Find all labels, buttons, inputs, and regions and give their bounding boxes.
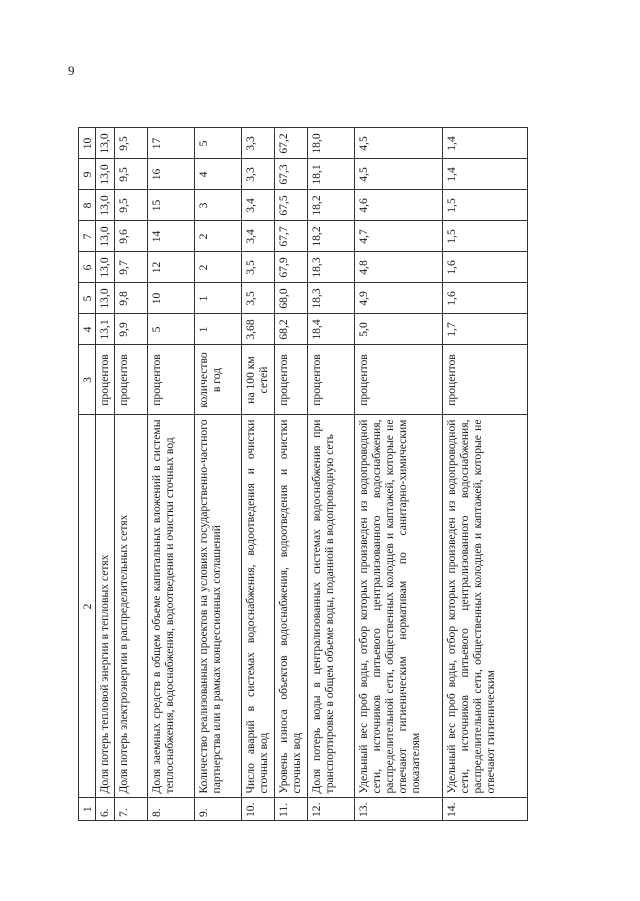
value-cell: 2	[195, 221, 242, 252]
value-cell: 9,5	[115, 128, 148, 159]
row-number: 14.	[443, 798, 528, 821]
column-header: 4	[79, 314, 96, 345]
table-row	[195, 128, 242, 821]
value-cell: 67,7	[275, 221, 308, 252]
indicator-name: Удельный вес проб воды, отбор которых произведен из водопроводной сети, источников питьевого централизованного водоснабжения, распределительной сети, общественных колодцев и каптажей, которые не отвечают гигиеническим	[443, 415, 528, 798]
row-number: 10.	[242, 798, 275, 821]
value-cell: 9,8	[115, 283, 148, 314]
column-header: 5	[79, 283, 96, 314]
value-cell: 18,1	[308, 159, 355, 190]
table-row	[115, 128, 148, 821]
value-cell: 17	[148, 128, 195, 159]
table-header-row	[79, 128, 96, 821]
column-header: 1	[79, 798, 96, 821]
value-cell: 18,2	[308, 190, 355, 221]
value-cell: 1	[195, 283, 242, 314]
value-cell: 1,5	[443, 190, 528, 221]
value-cell: 13,1	[96, 314, 115, 345]
value-cell: 9,5	[115, 159, 148, 190]
unit-cell: процентов	[355, 345, 443, 415]
value-cell: 13,0	[96, 221, 115, 252]
value-cell: 16	[148, 159, 195, 190]
table-row	[148, 128, 195, 821]
value-cell: 12	[148, 252, 195, 283]
value-cell: 9,6	[115, 221, 148, 252]
unit-cell: процентов	[275, 345, 308, 415]
value-cell: 4	[195, 159, 242, 190]
table-row	[443, 128, 528, 821]
value-cell: 13,0	[96, 283, 115, 314]
indicators-table	[78, 128, 528, 822]
indicator-name: Доля потерь электроэнергии в распределительных сетях	[115, 415, 148, 798]
value-cell: 3,68	[242, 314, 275, 345]
value-cell: 3	[195, 190, 242, 221]
value-cell: 3,3	[242, 128, 275, 159]
value-cell: 67,9	[275, 252, 308, 283]
value-cell: 13,0	[96, 128, 115, 159]
indicator-name: Число аварий в системах водоснабжения, водоотведения и очистки сточных вод	[242, 415, 275, 798]
indicator-name: Удельный вес проб воды, отбор которых произведен из водопроводной сети, источников питьевого централизованного водоснабжения, распределительной сети, общественных колодцев и каптажей, которые не отвечают гигиеническим нормативам по санитарно-химическим показателям	[355, 415, 443, 798]
row-number: 8.	[148, 798, 195, 821]
value-cell: 67,3	[275, 159, 308, 190]
table-row	[308, 128, 355, 821]
value-cell: 5	[195, 128, 242, 159]
value-cell: 1,4	[443, 159, 528, 190]
value-cell: 1,7	[443, 314, 528, 345]
indicator-name: Доля потерь воды в централизованных системах водоснабжения при транспортировке в общем объеме воды, поданной в водопроводную сеть	[308, 415, 355, 798]
value-cell: 10	[148, 283, 195, 314]
value-cell: 13,0	[96, 252, 115, 283]
value-cell: 4,9	[355, 283, 443, 314]
unit-cell: на 100 км сетей	[242, 345, 275, 415]
value-cell: 4,5	[355, 159, 443, 190]
value-cell: 4,6	[355, 190, 443, 221]
column-header: 6	[79, 252, 96, 283]
row-number: 11.	[275, 798, 308, 821]
value-cell: 9,7	[115, 252, 148, 283]
value-cell: 68,2	[275, 314, 308, 345]
unit-cell: процентов	[115, 345, 148, 415]
value-cell: 1,6	[443, 283, 528, 314]
unit-cell: процентов	[148, 345, 195, 415]
value-cell: 68,0	[275, 283, 308, 314]
table-row	[96, 128, 115, 821]
row-number: 6.	[96, 798, 115, 821]
column-header: 2	[79, 415, 96, 798]
value-cell: 1,6	[443, 252, 528, 283]
value-cell: 2	[195, 252, 242, 283]
page-number: 9	[68, 63, 75, 78]
table-row	[275, 128, 308, 821]
value-cell: 5	[148, 314, 195, 345]
value-cell: 18,2	[308, 221, 355, 252]
unit-cell: процентов	[443, 345, 528, 415]
value-cell: 18,3	[308, 252, 355, 283]
value-cell: 18,0	[308, 128, 355, 159]
value-cell: 3,5	[242, 283, 275, 314]
value-cell: 3,3	[242, 159, 275, 190]
value-cell: 5,0	[355, 314, 443, 345]
column-header: 7	[79, 221, 96, 252]
value-cell: 18,3	[308, 283, 355, 314]
row-number: 7.	[115, 798, 148, 821]
unit-cell: процентов	[308, 345, 355, 415]
table-row	[242, 128, 275, 821]
indicator-name: Количество реализованных проектов на условиях государственно-частного партнерства или в рамках концессионных соглашений	[195, 415, 242, 798]
row-number: 12.	[308, 798, 355, 821]
column-header: 9	[79, 159, 96, 190]
column-header: 10	[79, 128, 96, 159]
unit-cell: количество в год	[195, 345, 242, 415]
unit-cell: процентов	[96, 345, 115, 415]
value-cell: 67,2	[275, 128, 308, 159]
value-cell: 1,4	[443, 128, 528, 159]
column-header: 3	[79, 345, 96, 415]
value-cell: 13,0	[96, 190, 115, 221]
value-cell: 1,5	[443, 221, 528, 252]
value-cell: 14	[148, 221, 195, 252]
value-cell: 4,7	[355, 221, 443, 252]
value-cell: 4,8	[355, 252, 443, 283]
table-row	[355, 128, 443, 821]
row-number: 9.	[195, 798, 242, 821]
value-cell: 3,5	[242, 252, 275, 283]
indicator-name: Доля заемных средств в общем объеме капитальных вложений в системы теплоснабжения, водоснабжения, водоотведения и очистки сточных вод	[148, 415, 195, 798]
column-header: 8	[79, 190, 96, 221]
value-cell: 3,4	[242, 221, 275, 252]
value-cell: 67,5	[275, 190, 308, 221]
value-cell: 3,4	[242, 190, 275, 221]
value-cell: 18,4	[308, 314, 355, 345]
value-cell: 15	[148, 190, 195, 221]
value-cell: 9,5	[115, 190, 148, 221]
value-cell: 1	[195, 314, 242, 345]
indicator-name: Уровень износа объектов водоснабжения, водоотведения и очистки сточных вод	[275, 415, 308, 798]
row-number: 13.	[355, 798, 443, 821]
value-cell: 9,9	[115, 314, 148, 345]
value-cell: 13,0	[96, 159, 115, 190]
value-cell: 4,5	[355, 128, 443, 159]
indicator-name: Доля потерь тепловой энергии в тепловых сетях	[96, 415, 115, 798]
